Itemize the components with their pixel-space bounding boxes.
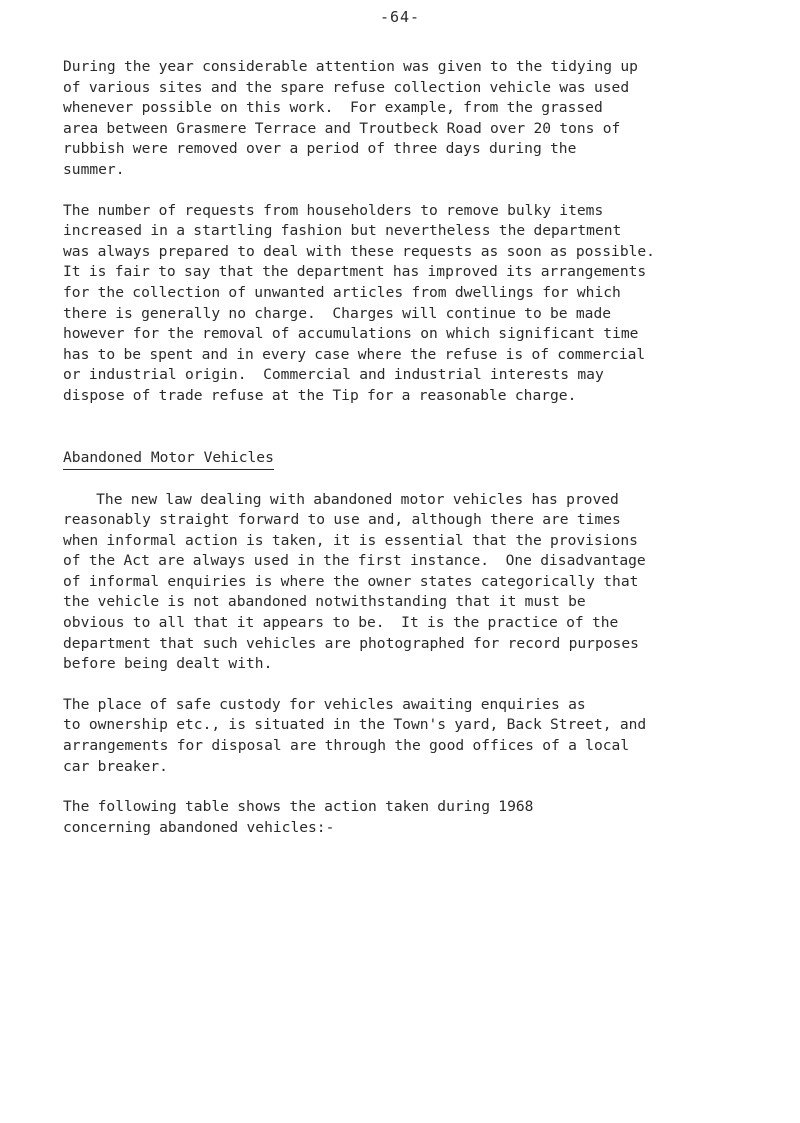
paragraph-new-law: The new law dealing with abandoned motor vehicles has proved reasonably straight forward to use and, although there are times when informal action is taken, it is essential that the provisions of the Act are always used in the first instance. One disadvantage of informal enquiries is where the owner states categorically that the vehicle is not abandoned notwithstanding that it must be obvious to all that it appears to be. It is the practice of the department that such vehicles are photographed for record purposes before being dealt with. — [63, 490, 646, 673]
document-body — [63, 57, 763, 838]
paragraph-table-intro: The following table shows the action taken during 1968 concerning abandoned vehicles:- — [63, 798, 534, 836]
paragraph-bulky-items: The number of requests from householders to remove bulky items increased in a startling fashion but nevertheless the department was always prepared to deal with these requests as soon as possible. It is fair to say that the department has improved its arrangements for the collection of unwanted articles from dwellings for which there is generally no charge. Charges will continue to be made however for the removal of accumulations on which significant time has to be spent and in every case where the refuse is of commercial or industrial origin. Commercial and industrial interests may dispose of trade refuse at the Tip for a reasonable charge. — [63, 201, 655, 404]
page-number: -64- — [379, 8, 421, 26]
section-heading-abandoned-vehicles: Abandoned Motor Vehicles — [63, 448, 274, 470]
section-heading-wrapper — [63, 428, 763, 470]
paragraph-safe-custody: The place of safe custody for vehicles awaiting enquiries as to ownership etc., is situated in the Town's yard, Back Street, and arrangements for disposal are through the good offices of a local car breaker. — [63, 695, 647, 775]
paragraph-refuse-sites: During the year considerable attention was given to the tidying up of various sites and the spare refuse collection vehicle was used whenever possible on this work. For example, from the grassed area between Grasmere Terrace and Troutbeck Road over 20 tons of rubbish were removed over a period of three days during the summer. — [63, 58, 638, 178]
